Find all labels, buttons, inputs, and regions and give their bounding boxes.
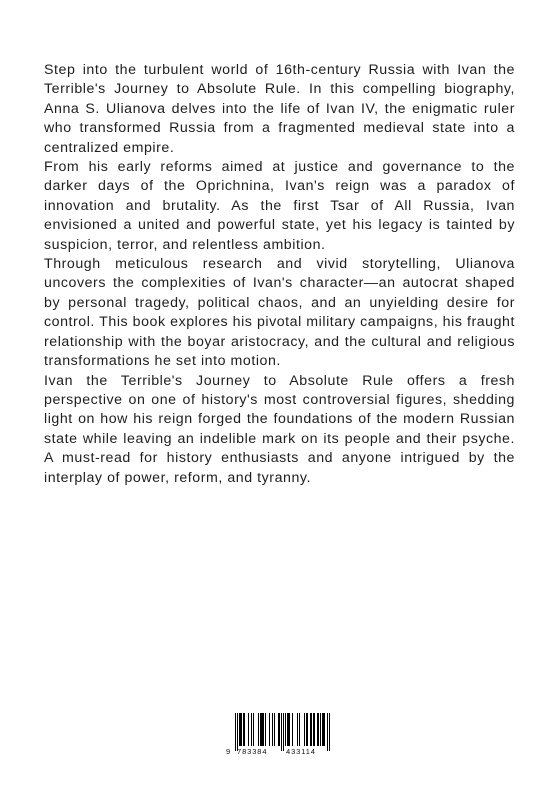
description-paragraph-1: Step into the turbulent world of 16th-century Russia with Ivan the Terrible's Journey to Absolute Rule. In this compelling biography, Anna S. Ulianova delves into the life of Ivan IV, the enigmatic ruler who transformed Russia from a fragmented medieval state into a centralized empire. [44, 62, 515, 156]
description-paragraph-4: Ivan the Terrible's Journey to Absolute Rule offers a fresh perspective on one of history's most controversial figures, shedding light on how his reign forged the foundations of the modern Russian state while leaving an indelible mark on its people and their psyche. A must-read for history enthusiasts and anyone intrigued by the interplay of power, reform, and tyranny. [44, 372, 515, 486]
barcode-bar [304, 713, 305, 746]
barcode-bar [299, 713, 300, 746]
barcode-bar [262, 713, 263, 746]
book-description [44, 61, 515, 488]
barcode-bar [253, 713, 254, 746]
barcode-bar [241, 713, 242, 746]
barcode-bar [322, 713, 323, 746]
barcode-bar [244, 713, 245, 746]
barcode-bar [297, 713, 298, 746]
description-paragraph-3: Through meticulous research and vivid storytelling, Ulianova uncovers the complexities of Ivan's character—an autocrat shaped by personal tragedy, political chaos, and an unyielding desire for control. This book explores his pivotal military campaigns, his fraught relationship with the boyar aristocracy, and the cultural and religious transformations he set into motion. [44, 256, 515, 370]
barcode-bar [327, 713, 328, 751]
barcode-bar [329, 713, 330, 751]
barcode-bars-icon [226, 713, 336, 751]
barcode-bar [239, 713, 240, 746]
barcode-bar [318, 713, 319, 746]
barcode-bar [313, 713, 314, 746]
isbn-barcode [226, 713, 336, 759]
barcode-left-group: 783384 [237, 747, 268, 756]
barcode-bar [288, 713, 289, 746]
barcode-bar [285, 713, 286, 746]
barcode-bar [324, 713, 325, 746]
barcode-bar [320, 713, 321, 746]
barcode-bar [311, 713, 312, 746]
barcode-bar [265, 713, 266, 746]
barcode-bar [323, 713, 324, 746]
barcode-bar [279, 713, 280, 746]
barcode-digits [226, 747, 336, 757]
barcode-bar [292, 713, 293, 746]
barcode-bar [269, 713, 270, 746]
barcode-right-group: 433114 [286, 747, 316, 756]
barcode-bar [240, 713, 241, 746]
barcode-bar [281, 713, 282, 751]
barcode-bar [263, 713, 264, 746]
barcode-lead-digit: 9 [226, 747, 231, 756]
barcode-bar [289, 713, 290, 746]
barcode-bar [235, 713, 236, 751]
barcode-bar [307, 713, 308, 746]
barcode-bar [261, 713, 262, 746]
barcode-bar [243, 713, 244, 746]
barcode-bar [251, 713, 252, 746]
barcode-bar [283, 713, 284, 751]
barcode-bar [260, 713, 261, 746]
barcode-bar [274, 713, 275, 746]
barcode-bar [237, 713, 238, 751]
barcode-bar [314, 713, 315, 746]
barcode-bar [317, 713, 318, 746]
barcode-bar [278, 713, 279, 746]
barcode-bar [306, 713, 307, 746]
barcode-bar [310, 713, 311, 746]
barcode-bar [272, 713, 273, 746]
barcode-bar [258, 713, 259, 746]
description-paragraph-2: From his early reforms aimed at justice and governance to the darker days of the Oprichnina, Ivan's reign was a paradox of innovation and brutality. As the first Tsar of All Russia, Ivan envisioned a united and powerful state, yet his legacy is tainted by suspicion, terror, and relentless ambition. [44, 159, 515, 253]
barcode-bar [287, 713, 288, 746]
barcode-bar [248, 713, 249, 746]
